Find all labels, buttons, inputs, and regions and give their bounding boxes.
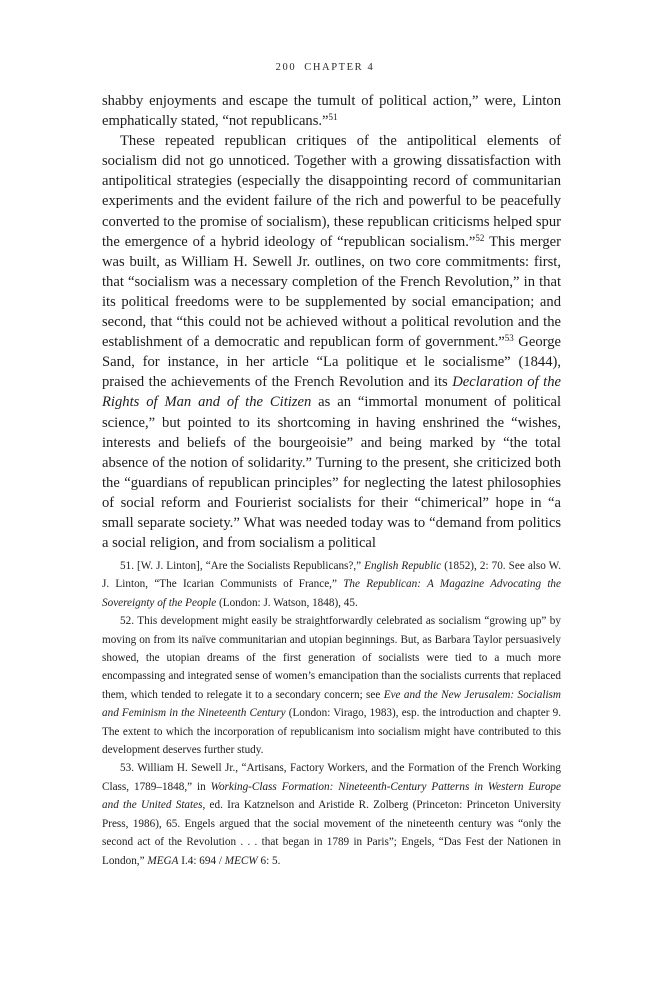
footnote-52-text-b: (London: Virago, 1983), esp. the introduction and chapter 9. The extent to which the incorporation of republicanism into socialism might have contributed to this development deserves further study. (102, 707, 561, 757)
footnote-53-mecw: MECW (224, 854, 258, 867)
footnote-52 (102, 612, 561, 759)
footnote-53-text-a: 53. William H. Sewell Jr., “Artisans, Factory Workers, and the Formation of the French Working Class, 1789–1848,” in (102, 762, 561, 793)
footnote-52-text-a: 52. This development might easily be straightforwardly celebrated as socialism “growing up” by moving on from its naïve communitarian and utopian beginnings. But, as Barbara Taylor persuasively showed, the utopian dreams of the first generation of socialists were tied to a much more encompassing and integrated sense of women’s emancipation than the socialists currents that replaced them, which tended to relegate it to a secondary concern; see (102, 615, 561, 701)
footnotes (102, 557, 561, 870)
footnote-53-mega: MEGA (147, 854, 179, 867)
note-ref-51[interactable]: 51 (328, 112, 338, 123)
paragraph-2 (102, 131, 561, 553)
declaration-title: Declaration of the Rights of Man and of the Citizen (102, 374, 561, 411)
paragraph-2-text-b: This merger was built, as William H. Sewell Jr. outlines, on two core commitments: first, that “socialism was a necessary completion of the French Revolution,” in that its political freedoms were to be supplemented by social emancipation; and second, that “this could not be achieved without a political revolution and the establishment of a democratic and republican form of government.” (102, 233, 561, 351)
footnote-51-text-a: 51. [W. J. Linton], “Are the Socialists Republicans?,” (120, 560, 365, 572)
footnote-53-text-d: 6: 5. (257, 854, 281, 867)
main-text (102, 91, 561, 553)
footnote-53 (102, 759, 561, 869)
footnote-53-text-c: I.4: 694 / (178, 854, 225, 867)
footnote-53-text-b: , ed. Ira Katznelson and Aristide R. Zolberg (Princeton: Princeton University Press, 1986), 65. Engels argued that the social movement of the nineteenth century was “only the second act of the Revolution . . . that began in 1789 in Paris”; Engels, “Das Fest der Nationen in London,” (102, 799, 562, 867)
paragraph-1 (102, 91, 561, 131)
paragraph-1-text: shabby enjoyments and escape the tumult of political action,” were, Linton emphatically stated, “not republicans.” (102, 93, 561, 130)
chapter-label: CHAPTER 4 (304, 62, 375, 73)
paragraph-2-text-d: as an “immortal monument of political science,” but pointed to its shortcoming in having enshrined the “wishes, interests and beliefs of the bourgeoisie” and being marked by “the total absence of the notion of solidarity.” Turning to the present, she criticized both the “guardians of republican principles” for neglecting the latest philosophies of social reform and Fourierist socialists for their “chimerical” hope in “a small separate society.” What was needed today was to “demand from politics a social religion, and from socialism a political (102, 394, 562, 552)
paragraph-2-text-c: George Sand, for instance, in her article “La politique et le socialisme” (1844), praised the achievements of the French Revolution and its (102, 334, 561, 391)
paragraph-2-text-a: These repeated republican critiques of the antipolitical elements of socialism did not go unnoticed. Together with a growing dissatisfaction with antipolitical strategies (especially the disappointing record of communitarian experiments and the evident failure of the rich and powerful to be peacefully converted to the promise of socialism), these republican criticisms helped spur the emergence of a hybrid ideology of “republican socialism.” (102, 133, 561, 250)
page-number: 200 (275, 62, 297, 73)
note-ref-52[interactable]: 52 (475, 232, 485, 243)
footnote-51 (102, 557, 561, 612)
footnote-51-text-b: (1852), 2: 70. See also W. J. Linton, “The Icarian Communists of France,” (102, 560, 562, 591)
footnote-51-title-a: English Republic (364, 560, 442, 572)
footnote-51-text-c: (London: J. Watson, 1848), 45. (216, 596, 358, 609)
footnote-53-title: Working-Class Formation: Nineteenth-Century Patterns in Western Europe and the United States (102, 780, 561, 812)
running-head (0, 62, 650, 73)
note-ref-53[interactable]: 53 (504, 333, 514, 344)
footnote-51-title-b: The Republican: A Magazine Advocating the Sovereignty of the People (102, 578, 561, 609)
footnote-52-title: Eve and the New Jerusalem: Socialism and Feminism in the Nineteenth Century (102, 688, 561, 720)
